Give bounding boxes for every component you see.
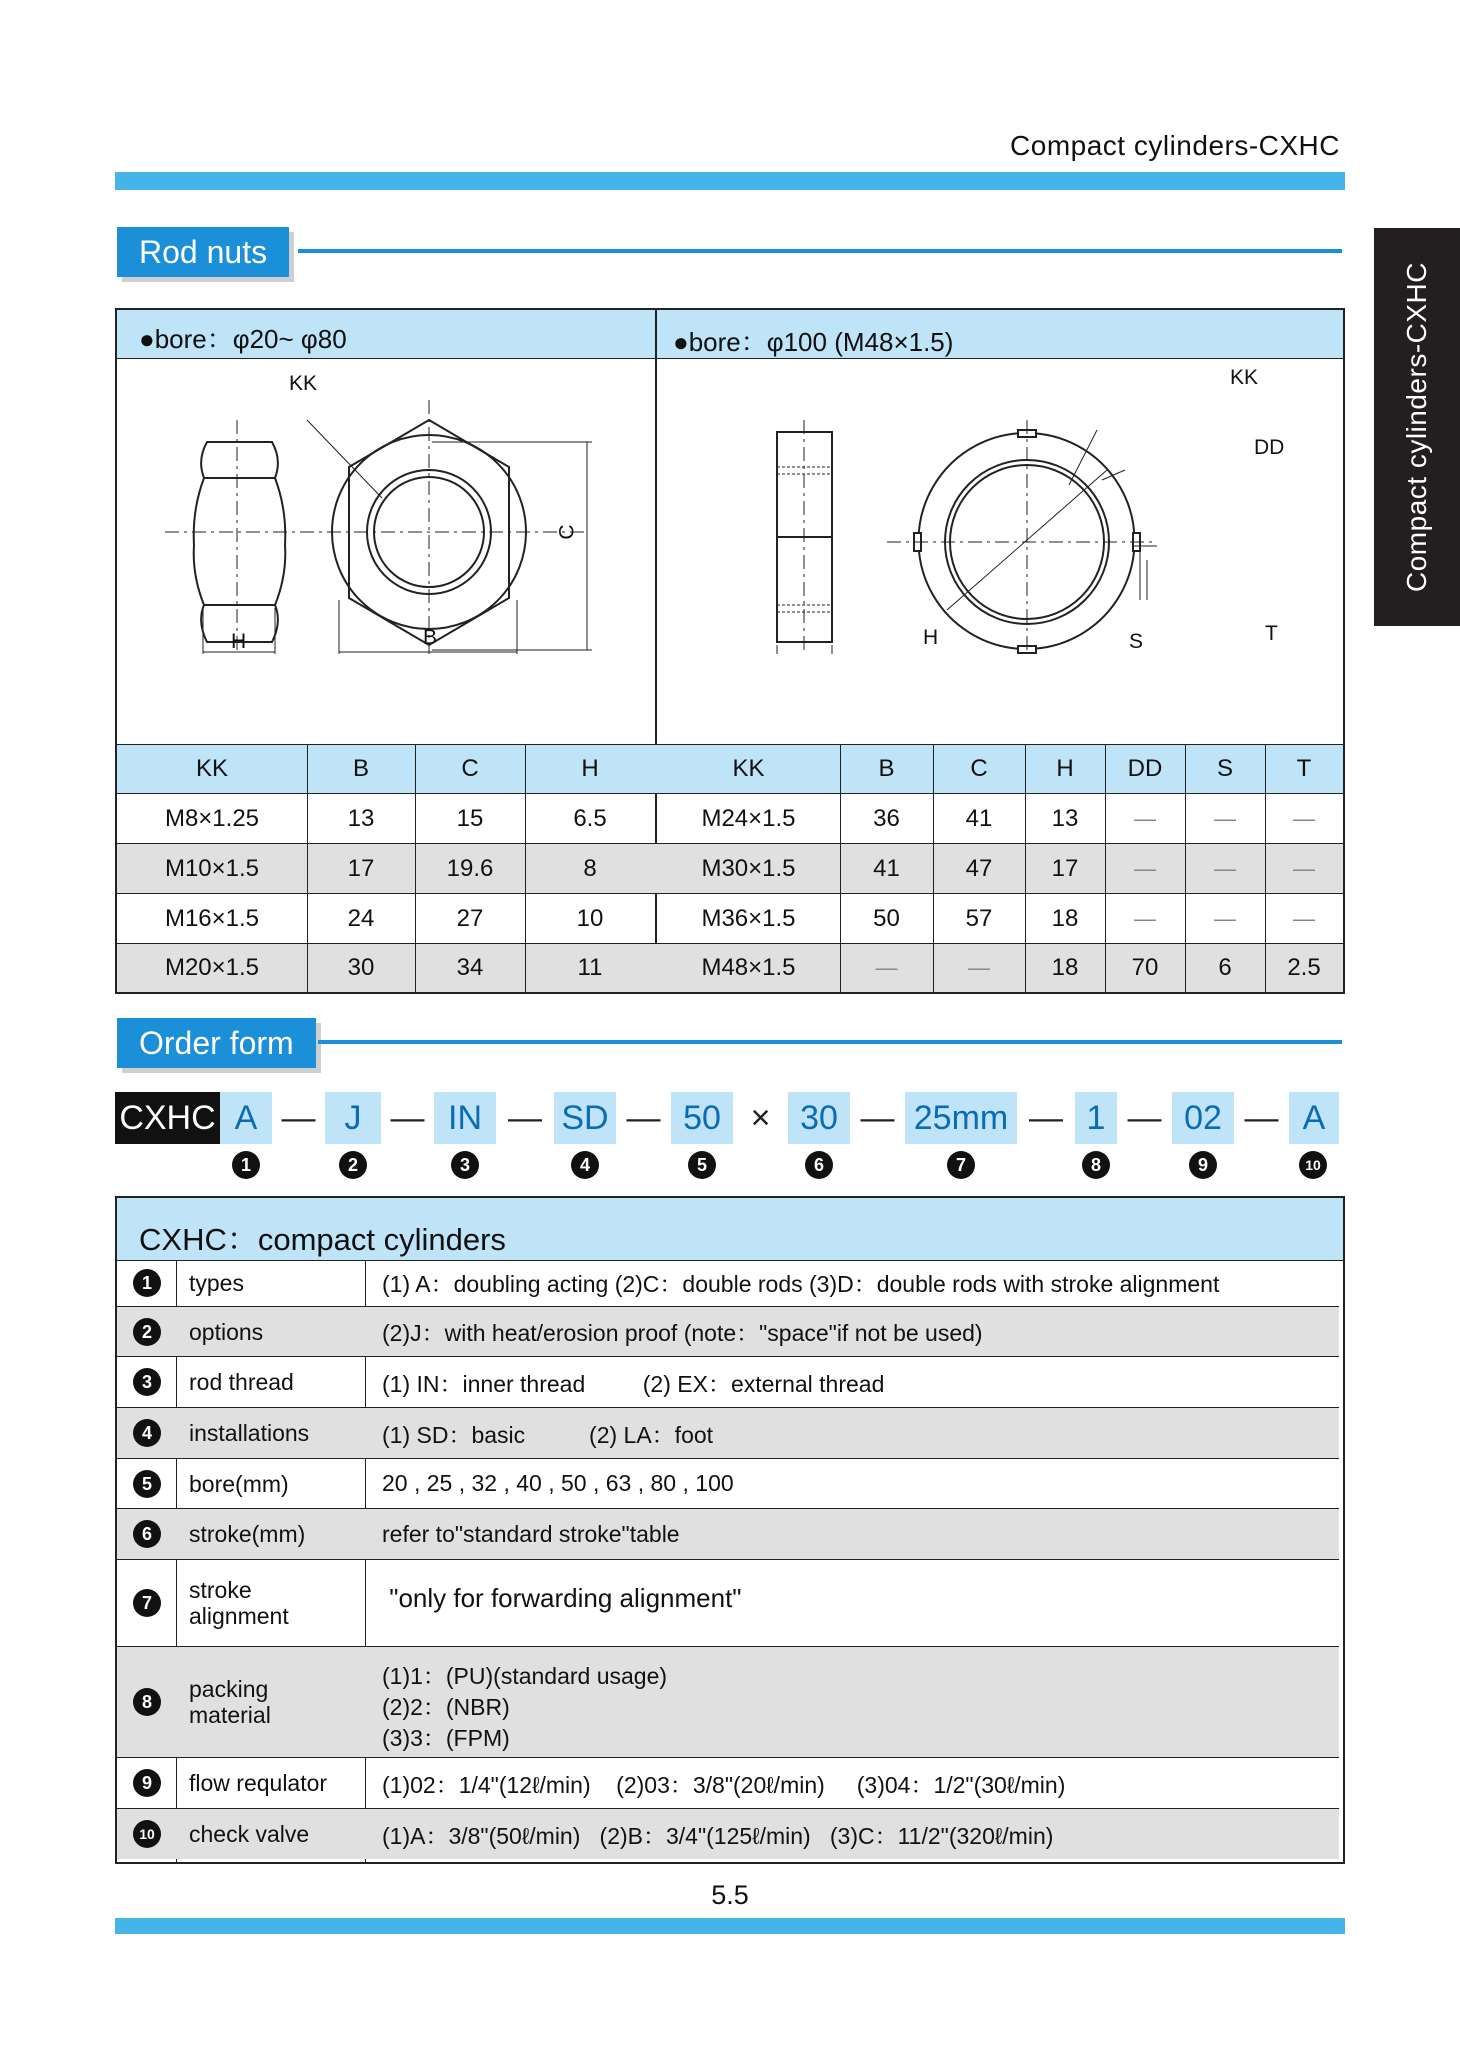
- number-badge: 5: [133, 1470, 161, 1498]
- row-desc: (1) SD：basic (2) LA：foot: [382, 1421, 714, 1448]
- table-cell: —: [1293, 855, 1315, 881]
- left-col-h: H: [581, 755, 599, 782]
- table-cell: M24×1.5: [701, 804, 796, 832]
- header-bar: [115, 172, 1345, 190]
- table-cell: 70: [1131, 954, 1159, 981]
- code-separator: —: [390, 1098, 425, 1137]
- row-desc-line: (2)2：(NBR): [382, 1694, 510, 1720]
- section-divider: [318, 1040, 1342, 1044]
- right-col-kk: KK: [732, 755, 765, 782]
- page-header-title: Compact cylinders-CXHC: [1010, 130, 1340, 161]
- section-divider: [298, 249, 1342, 253]
- dd-label: DD: [1254, 436, 1285, 459]
- right-heading: ●bore：φ100 (M48×1.5): [673, 327, 954, 357]
- table-cell: 47: [965, 854, 993, 882]
- table-cell: M30×1.5: [701, 854, 796, 882]
- table-cell: 18: [1051, 904, 1079, 932]
- row-desc: 20 , 25 , 32 , 40 , 50 , 63 , 80 , 100: [382, 1470, 734, 1496]
- right-col-c: C: [970, 755, 988, 782]
- row-name: types: [189, 1269, 244, 1296]
- order-row: [117, 1408, 1339, 1459]
- table-cell: 6: [1218, 954, 1232, 981]
- code-separator: —: [1127, 1098, 1162, 1137]
- order-table-title: CXHC：compact cylinders: [139, 1222, 506, 1257]
- order-row: [117, 1459, 1339, 1509]
- row-name: check valve: [189, 1821, 310, 1847]
- number-badge: 7: [947, 1151, 975, 1179]
- code-separator: —: [860, 1098, 895, 1137]
- order-code-type: A: [220, 1092, 272, 1144]
- number-badge: 3: [451, 1151, 479, 1179]
- table-cell: —: [1214, 855, 1236, 881]
- right-col-s: S: [1216, 755, 1233, 782]
- kk-label: KK: [289, 372, 318, 395]
- side-tab: [1374, 228, 1460, 626]
- row-desc: (1)02：1/4"(12ℓ/min) (2)03：3/8"(20ℓ/min) (3)04：1/2"(30ℓ/min): [382, 1771, 1066, 1798]
- order-code-flow: 02: [1172, 1092, 1234, 1144]
- table-cell: —: [1134, 905, 1156, 931]
- number-badge: 3: [133, 1368, 161, 1396]
- h-label: H: [231, 630, 247, 653]
- number-badge: 6: [133, 1520, 161, 1548]
- table-cell: 57: [965, 904, 993, 932]
- row-name: flow requlator: [189, 1770, 328, 1796]
- round-nut-drawing: [657, 360, 1341, 654]
- row-desc: "only for forwarding alignment": [382, 1582, 742, 1613]
- table-cell: 24: [347, 904, 375, 932]
- table-cell: —: [1293, 905, 1315, 931]
- row-name: installations: [189, 1420, 310, 1446]
- number-badge: 2: [339, 1151, 367, 1179]
- c-label: C: [555, 524, 579, 540]
- row-name: bore(mm): [189, 1470, 289, 1497]
- table-cell: 8: [583, 854, 597, 882]
- table-cell: 41: [965, 804, 993, 832]
- table-cell: M20×1.5: [164, 954, 260, 981]
- table-cell: M8×1.25: [164, 804, 260, 832]
- row-desc: refer to"standard stroke"table: [382, 1520, 680, 1547]
- row-desc: (2)J：with heat/erosion proof (note："space"if not be used): [382, 1320, 983, 1346]
- table-cell: 27: [456, 904, 484, 932]
- order-code-packing: 1: [1075, 1092, 1117, 1144]
- table-cell: 15: [456, 804, 484, 832]
- number-badge: 9: [133, 1769, 161, 1797]
- right-col-t: T: [1296, 755, 1312, 782]
- number-badge: 8: [133, 1688, 161, 1716]
- row-desc-line: (1)1：(PU)(standard usage): [382, 1663, 668, 1689]
- table-cell: —: [1134, 805, 1156, 831]
- order-code-prefix: CXHC: [115, 1092, 220, 1144]
- row-desc: [382, 1661, 667, 1754]
- page-number: 5.5: [711, 1880, 749, 1910]
- number-badge: 1: [232, 1151, 260, 1179]
- number-badge: 8: [1082, 1151, 1110, 1179]
- order-code-check-valve: A: [1289, 1092, 1339, 1144]
- left-col-c: C: [461, 755, 479, 782]
- table-cell: 10: [576, 904, 604, 932]
- order-code-stroke: 30: [788, 1092, 850, 1144]
- table-cell: 13: [347, 804, 375, 832]
- h-label-right: H: [923, 626, 939, 649]
- number-badge: 7: [133, 1589, 161, 1617]
- table-cell: —: [1293, 805, 1315, 831]
- order-row: [117, 1307, 1339, 1357]
- order-form-section-label: Order form: [117, 1018, 316, 1068]
- number-badge: 4: [133, 1419, 161, 1447]
- order-row: [117, 1758, 1339, 1809]
- right-col-h: H: [1056, 755, 1074, 782]
- table-cell: 36: [873, 804, 900, 832]
- order-row: [117, 1647, 1339, 1758]
- number-badge: 6: [805, 1151, 833, 1179]
- table-cell: —: [968, 955, 990, 980]
- table-cell: 6.5: [573, 804, 607, 832]
- order-row: [117, 1259, 1339, 1307]
- code-separator: —: [1244, 1098, 1279, 1137]
- row-desc: (1) A：doubling acting (2)C：double rods (3)D：double rods with stroke alignment: [382, 1271, 1220, 1297]
- left-col-kk: KK: [195, 755, 228, 782]
- table-cell: 18: [1051, 954, 1079, 981]
- order-row: [117, 1357, 1339, 1408]
- left-col-b: B: [352, 755, 369, 782]
- right-col-dd: DD: [1127, 755, 1163, 782]
- table-cell: M48×1.5: [701, 954, 796, 981]
- table-cell: 13: [1051, 804, 1079, 832]
- row-desc: (1) IN：inner thread (2) EX：external thread: [382, 1370, 885, 1397]
- row-name: stroke(mm): [189, 1521, 306, 1547]
- row-name: rod thread: [189, 1369, 294, 1395]
- table-cell: —: [1134, 855, 1156, 881]
- b-label: B: [423, 626, 438, 649]
- table-cell: —: [1214, 805, 1236, 831]
- table-cell: 2.5: [1287, 954, 1321, 981]
- code-separator: —: [1029, 1098, 1063, 1137]
- number-badge: 4: [571, 1151, 599, 1179]
- number-badge: 10: [133, 1820, 161, 1848]
- row-desc-line: (3)3：(FPM): [382, 1725, 510, 1751]
- table-cell: 17: [1051, 854, 1079, 882]
- number-badge: 2: [133, 1318, 161, 1346]
- t-label: T: [1265, 622, 1278, 645]
- row-name: packing material: [189, 1676, 271, 1728]
- table-cell: —: [1214, 905, 1236, 931]
- row-desc: (1)A：3/8"(50ℓ/min) (2)B：3/4"(125ℓ/min) (3)C：11/2"(320ℓ/min): [382, 1822, 1054, 1849]
- table-cell: 17: [347, 854, 375, 882]
- table-cell: —: [875, 955, 898, 980]
- order-row: [117, 1509, 1339, 1560]
- table-cell: 19.6: [446, 854, 494, 882]
- side-tab-label: Compact cylinders-CXHC: [1401, 262, 1432, 592]
- table-cell: M16×1.5: [164, 904, 260, 932]
- left-heading: ●bore：φ20~ φ80: [139, 324, 347, 354]
- number-badge: 10: [1299, 1151, 1327, 1179]
- row-name: stroke alignment: [189, 1577, 289, 1629]
- order-row: [117, 1560, 1339, 1647]
- table-cell: M36×1.5: [701, 904, 796, 932]
- code-separator: —: [281, 1098, 316, 1137]
- number-badge: 9: [1189, 1151, 1217, 1179]
- number-badge: 5: [688, 1151, 716, 1179]
- code-separator: —: [626, 1098, 661, 1137]
- code-separator: ×: [750, 1098, 771, 1137]
- table-cell: 41: [873, 854, 900, 882]
- hex-nut-drawing: [117, 360, 653, 654]
- table-cell: 34: [456, 954, 484, 981]
- rod-nuts-panel: [115, 308, 1345, 994]
- order-row: [117, 1809, 1339, 1859]
- order-code-bore: 50: [671, 1092, 733, 1144]
- table-cell: 30: [347, 954, 375, 981]
- code-separator: —: [508, 1098, 542, 1137]
- kk-label-right: KK: [1230, 366, 1259, 389]
- s-label: S: [1129, 630, 1144, 653]
- table-cell: M10×1.5: [164, 854, 260, 882]
- table-cell: 50: [873, 904, 900, 932]
- right-col-b: B: [878, 755, 895, 782]
- order-code-options: J: [325, 1092, 381, 1144]
- number-badge: 1: [133, 1269, 161, 1297]
- rod-nuts-section-label: Rod nuts: [117, 227, 289, 277]
- order-code-installation: SD: [554, 1092, 616, 1144]
- table-cell: 11: [577, 954, 603, 981]
- footer-bar: [115, 1918, 1345, 1934]
- row-name: options: [189, 1318, 264, 1345]
- order-code-rod-thread: IN: [434, 1092, 496, 1144]
- order-code-stroke-alignment: 25mm: [905, 1092, 1017, 1144]
